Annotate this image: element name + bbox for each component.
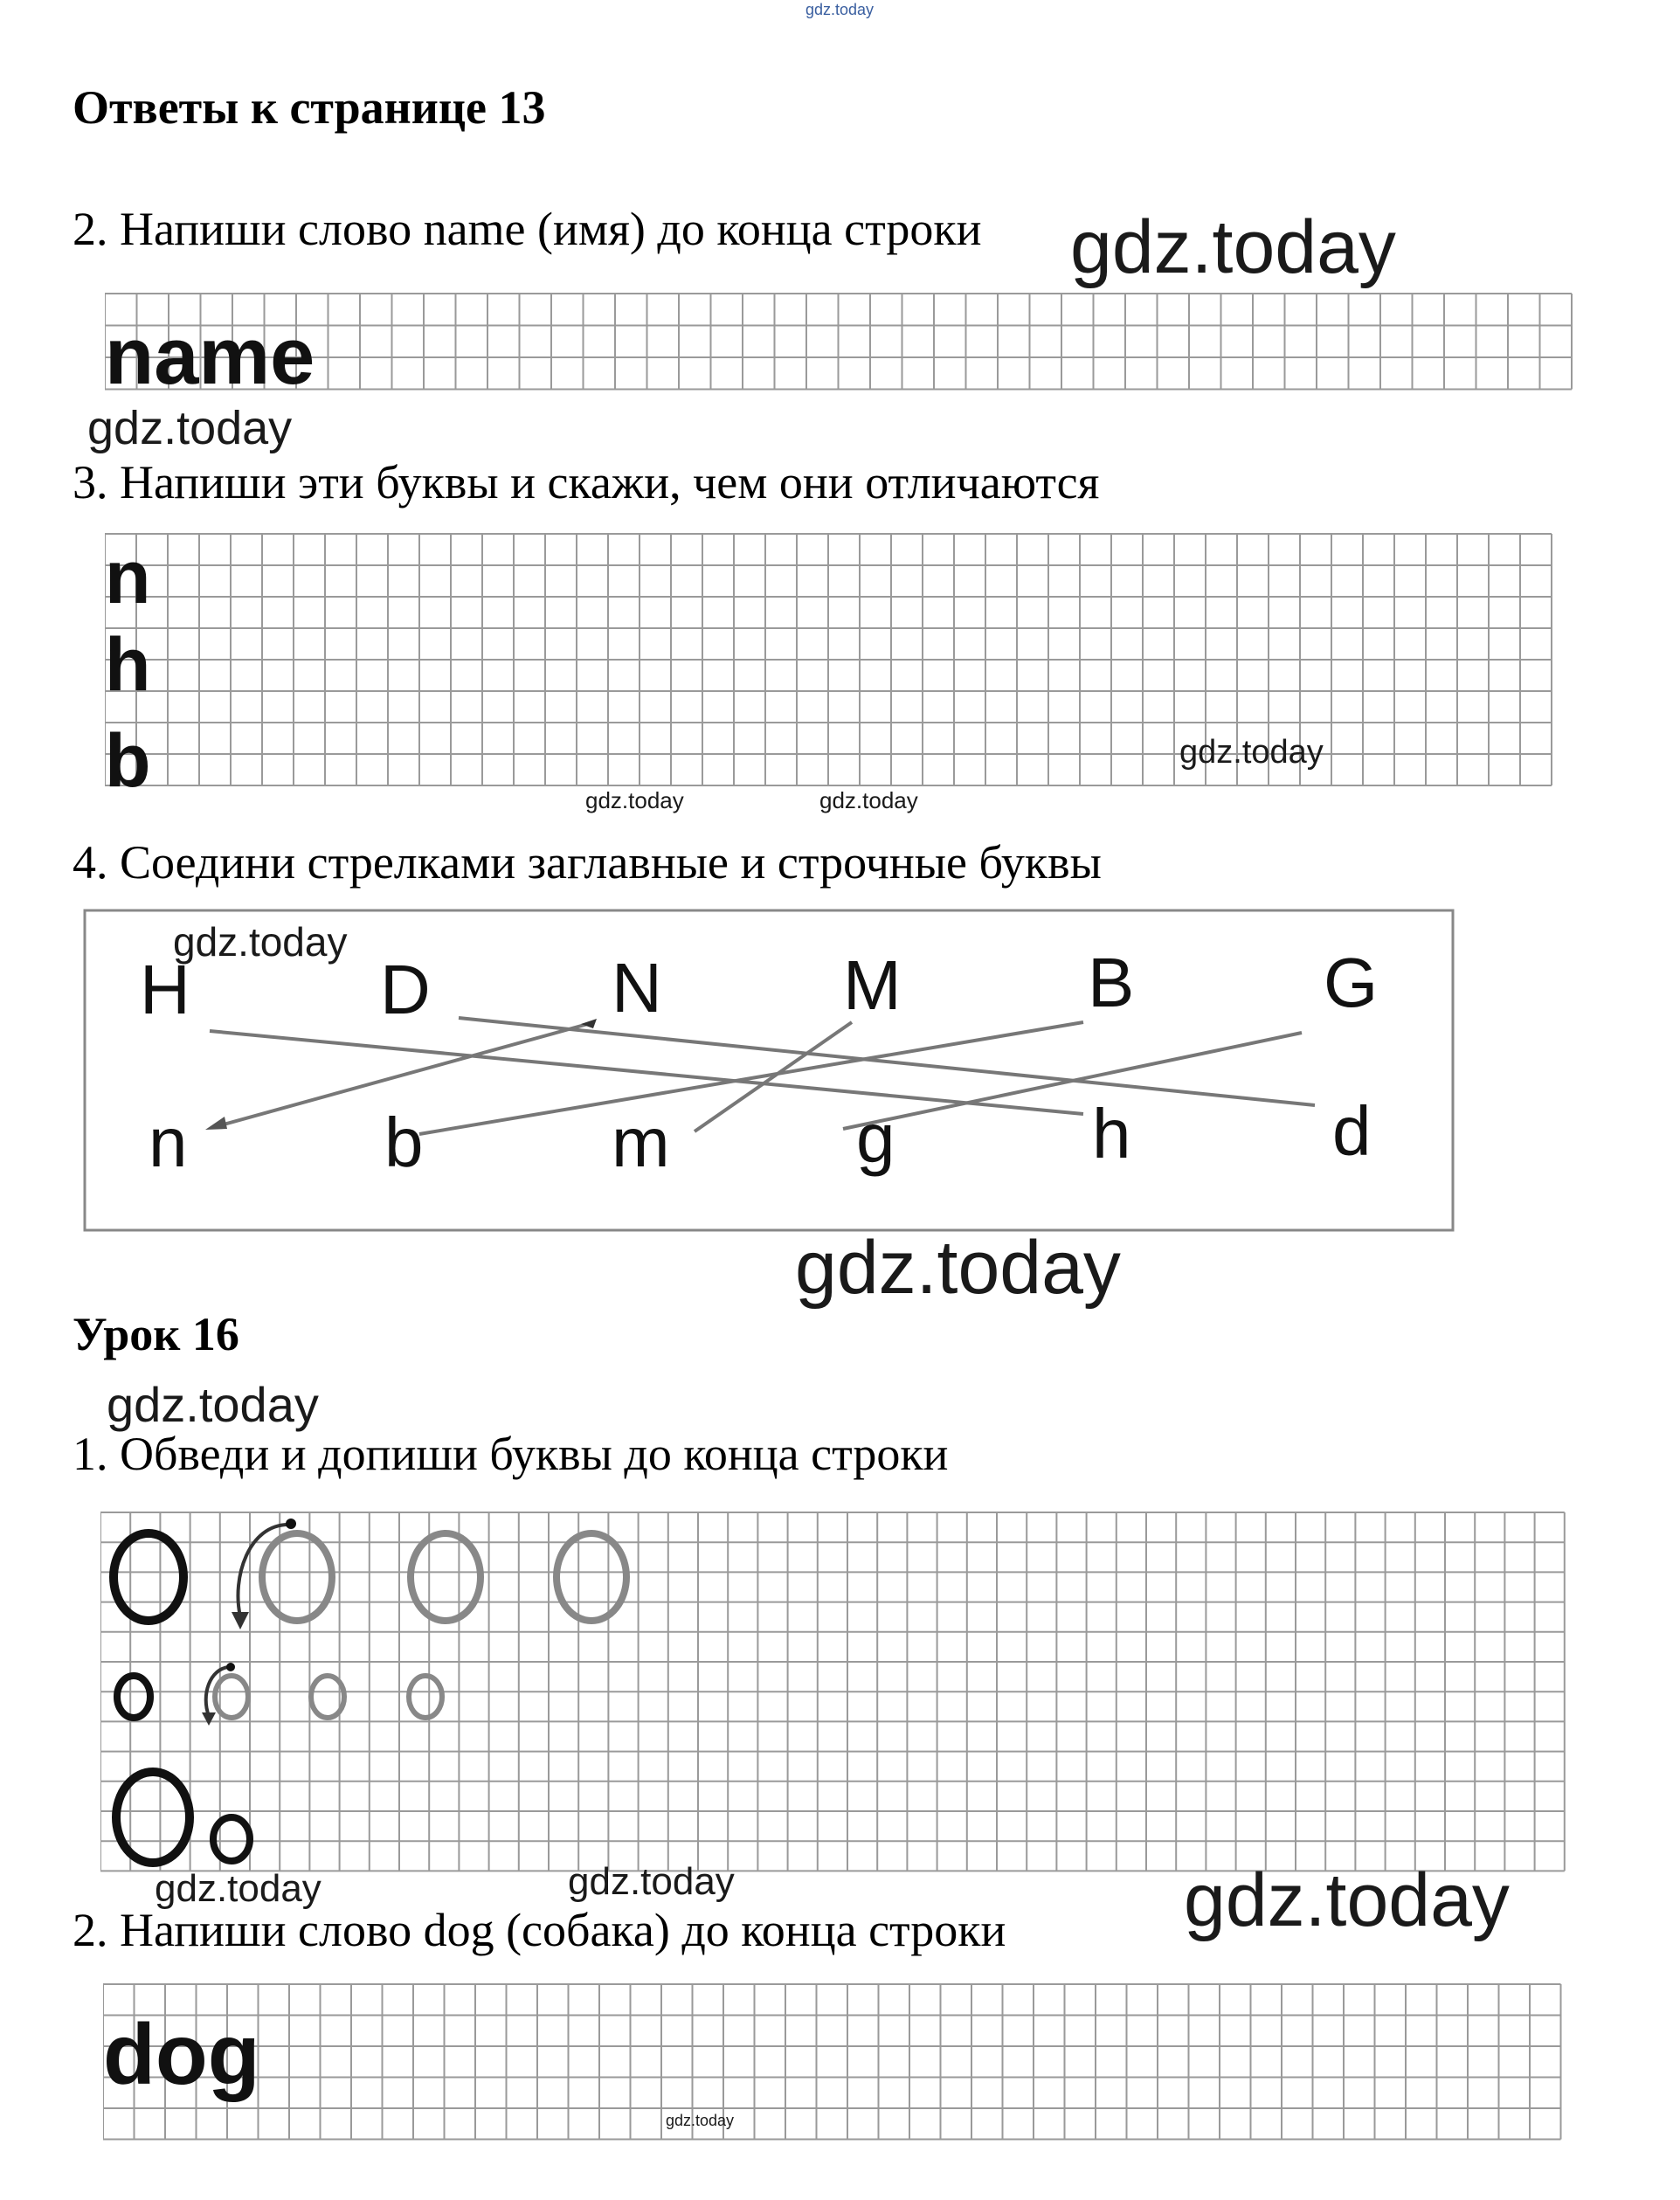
sample-word-name: name xyxy=(105,312,315,393)
lower-g: g xyxy=(856,1099,895,1177)
task-2-instruction: 2. Напиши слово name (имя) до конца строки xyxy=(73,203,982,255)
upper-B: B xyxy=(1088,944,1135,1021)
watermark: gdz.today xyxy=(155,1867,321,1910)
watermark: gdz.today xyxy=(795,1226,1121,1310)
sample-word-dog: dog xyxy=(103,2006,260,2102)
lower-m: m xyxy=(612,1103,670,1181)
pair-big-o xyxy=(116,1772,190,1863)
page-title: Ответы к странице 13 xyxy=(73,81,546,134)
watermark: gdz.today xyxy=(585,787,684,813)
lesson16-task-2-instruction: 2. Напиши слово dog (собака) до конца строки xyxy=(73,1904,1006,1956)
arrowhead-n xyxy=(205,1117,227,1130)
arrowhead xyxy=(202,1712,216,1726)
lower-n: n xyxy=(149,1103,188,1181)
watermark: gdz.today xyxy=(1070,205,1396,289)
letter-n: n xyxy=(105,536,151,619)
watermark: gdz.today xyxy=(107,1377,319,1432)
grid-letter-o xyxy=(100,1512,1586,1874)
lower-d: d xyxy=(1332,1092,1372,1170)
upper-M: M xyxy=(843,946,902,1024)
grid-letters-nhb xyxy=(105,533,1573,795)
watermark: gdz.today xyxy=(1184,1858,1510,1942)
arrow-B-b xyxy=(419,1022,1083,1134)
lower-b: b xyxy=(384,1103,424,1181)
watermark: gdz.today xyxy=(1179,734,1324,771)
task-4-instruction: 4. Соедини стрелками заглавные и строчные буквы xyxy=(73,836,1102,889)
watermark-top: gdz.today xyxy=(805,1,875,18)
upper-N: N xyxy=(612,949,662,1027)
start-dot xyxy=(226,1663,235,1671)
lower-h: h xyxy=(1092,1095,1131,1173)
big-o-trace-3 xyxy=(557,1533,626,1621)
start-dot xyxy=(286,1519,296,1529)
watermark: gdz.today xyxy=(173,919,348,965)
arrowhead xyxy=(232,1612,249,1629)
watermark: gdz.today xyxy=(666,2112,735,2129)
arrow-M-m xyxy=(695,1022,852,1131)
lesson16-task-1-instruction: 1. Обведи и допиши буквы до конца строки xyxy=(73,1428,949,1480)
grid-name xyxy=(105,293,1590,393)
letter-b: b xyxy=(105,719,151,795)
grid-dog xyxy=(103,1983,1588,2145)
watermark: gdz.today xyxy=(568,1860,735,1903)
big-o-trace-2 xyxy=(411,1533,480,1621)
watermark: gdz.today xyxy=(819,787,918,813)
upper-H: H xyxy=(140,951,190,1028)
big-o-sample xyxy=(114,1533,183,1621)
pair-small-o xyxy=(213,1817,250,1861)
small-o-sample xyxy=(117,1676,150,1718)
task-3-instruction: 3. Напиши эти буквы и скажи, чем они отличаются xyxy=(73,456,1100,508)
upper-D: D xyxy=(380,951,431,1028)
letter-h: h xyxy=(105,623,151,707)
arrow-D-d xyxy=(459,1018,1315,1105)
lesson-title: Урок 16 xyxy=(73,1308,239,1360)
upper-G: G xyxy=(1324,944,1379,1021)
watermark: gdz.today xyxy=(87,402,293,454)
small-o-trace-3 xyxy=(409,1676,442,1718)
big-o-trace-1 xyxy=(262,1533,332,1621)
